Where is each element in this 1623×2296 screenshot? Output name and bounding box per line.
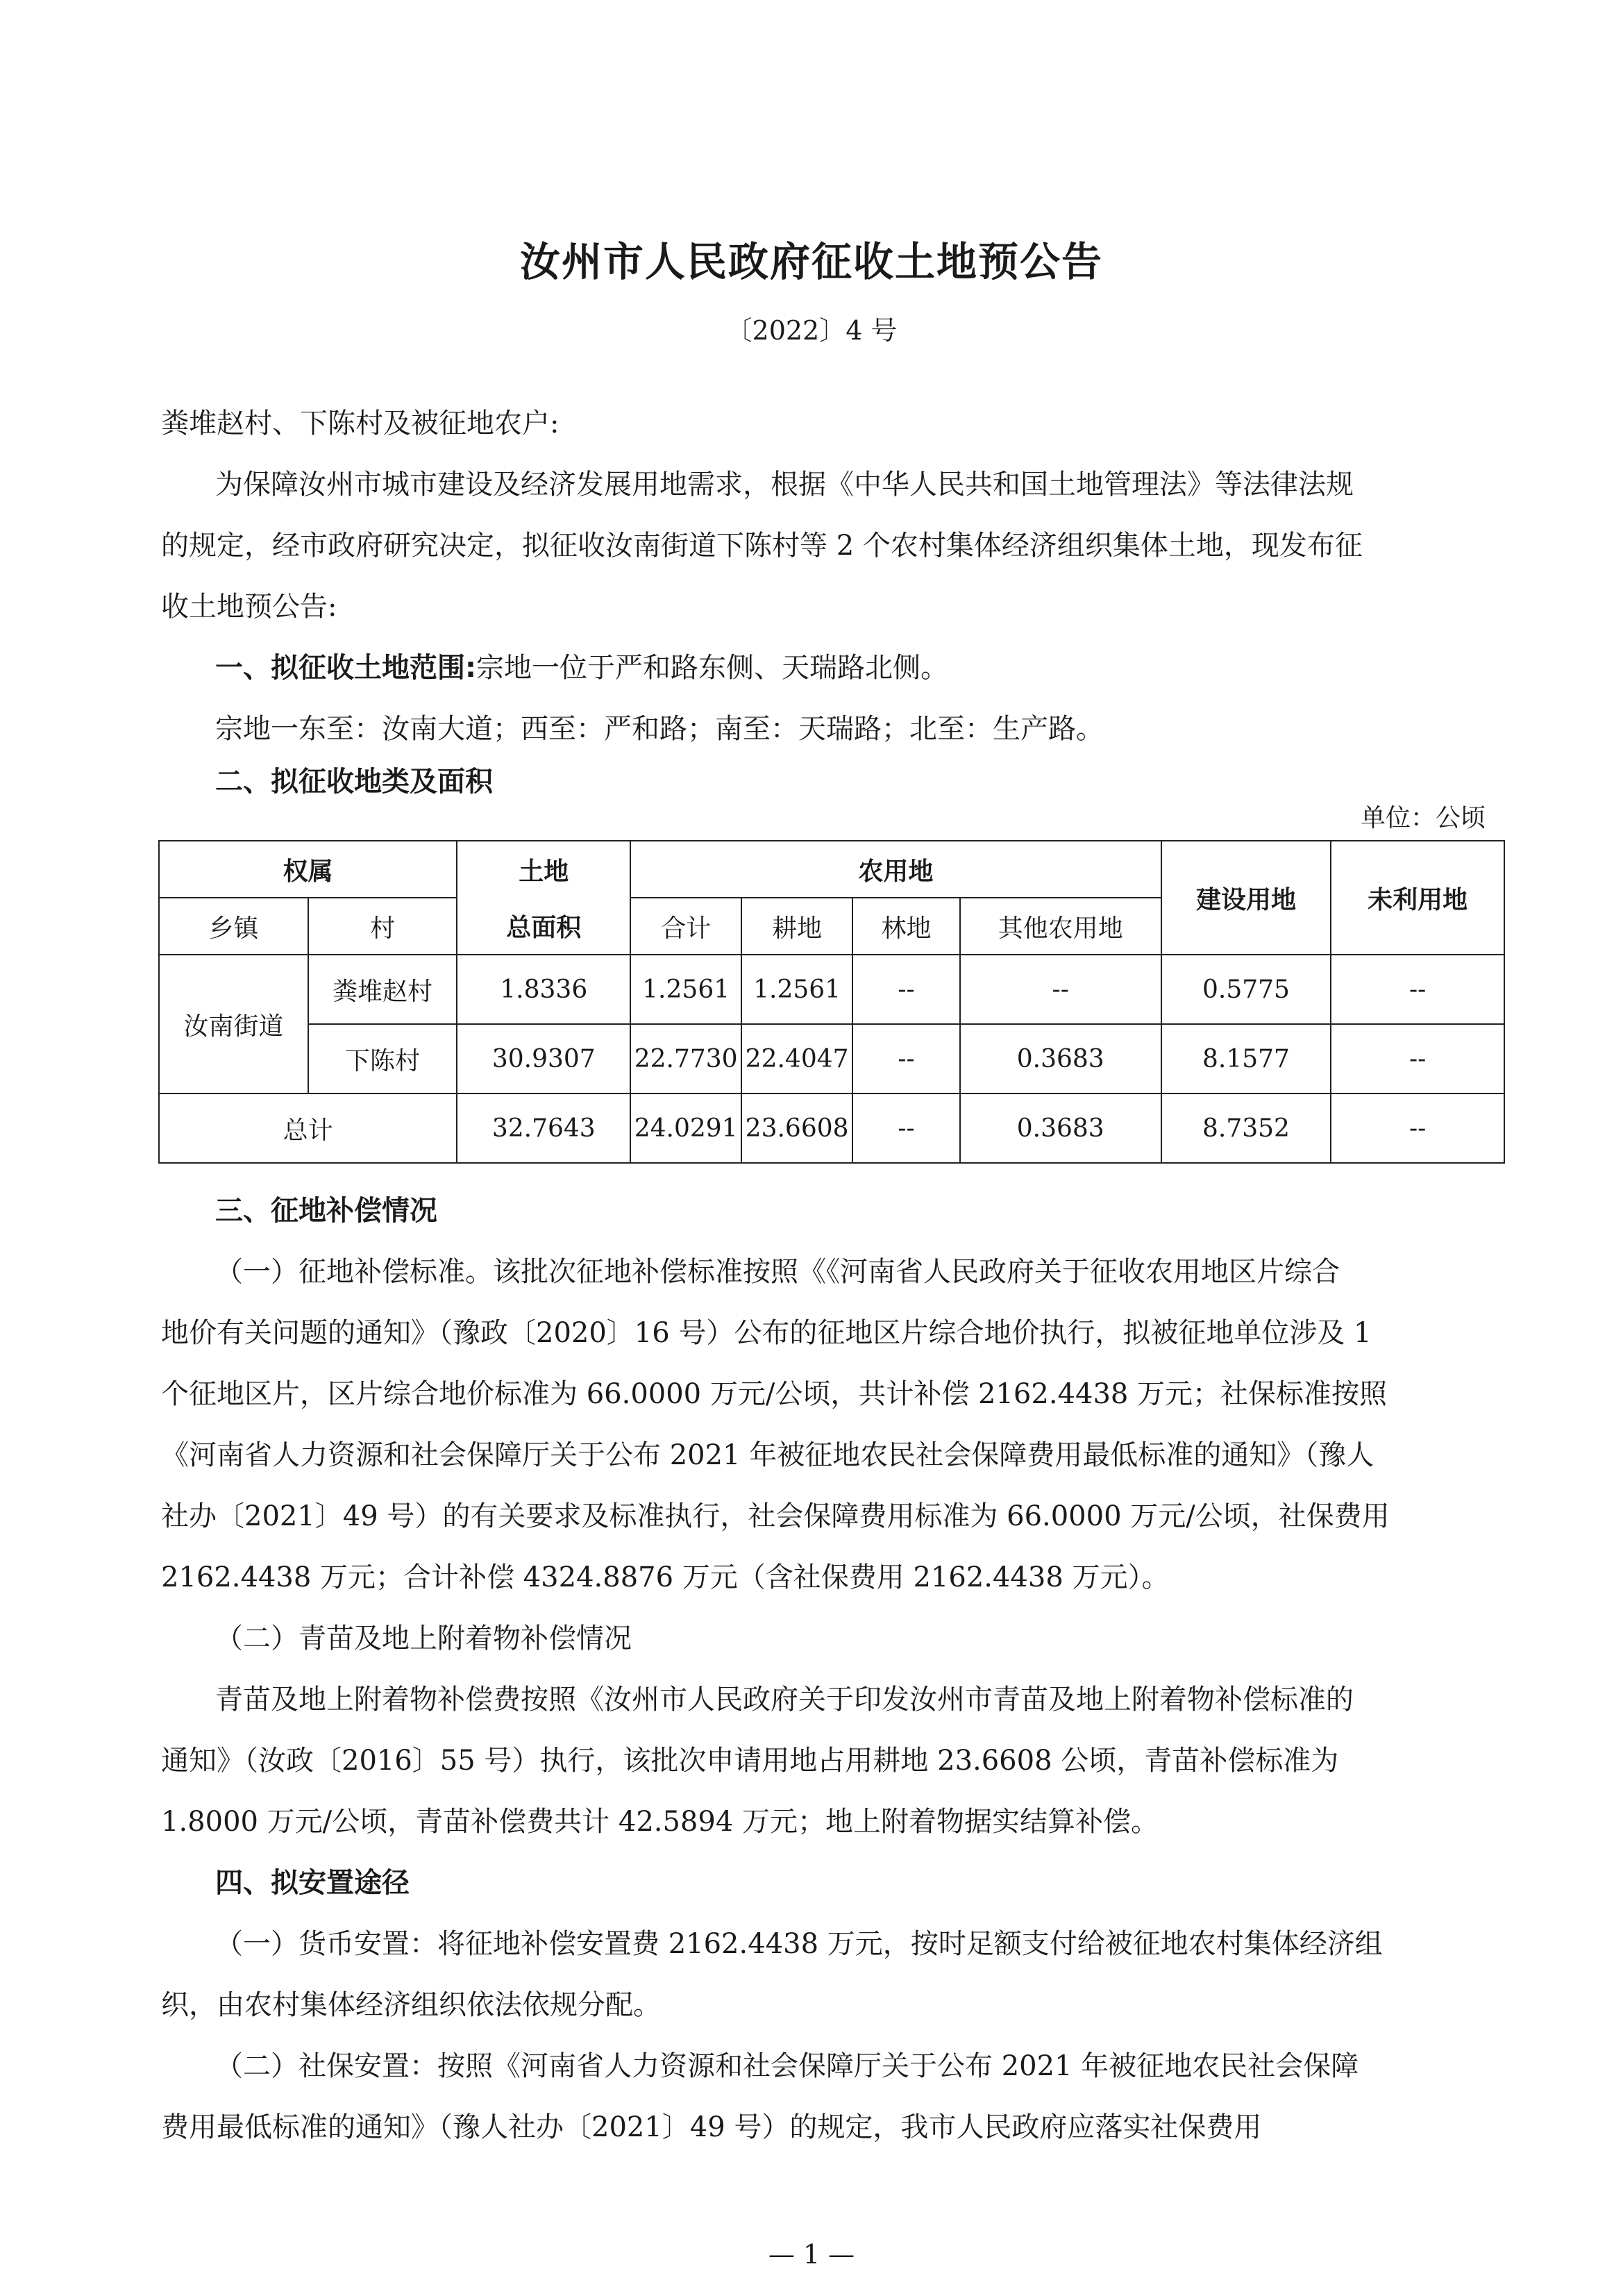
cell-forest: -- — [852, 1093, 960, 1163]
cell-forest: -- — [852, 1024, 960, 1093]
cell-agri-sum: 1.2561 — [630, 955, 741, 1024]
header-total-top: 土地 — [457, 841, 630, 898]
section3-paragraph-line: 青苗及地上附着物补偿费按照《汝州市人民政府关于印发汝州市青苗及地上附着物补偿标准的 — [215, 1684, 1354, 1716]
cell-other-agri: 0.3683 — [960, 1024, 1161, 1093]
section3-heading: 三、征地补偿情况 — [215, 1195, 437, 1227]
document-title: 汝州市人民政府征收土地预公告 — [519, 238, 1103, 285]
cell-agri-sum: 24.0291 — [630, 1093, 741, 1163]
cell-farm: 22.4047 — [741, 1024, 852, 1093]
cell-town: 汝南街道 — [159, 955, 308, 1093]
page-number: — 1 — — [768, 2239, 855, 2270]
cell-forest: -- — [852, 955, 960, 1024]
cell-total: 30.9307 — [457, 1024, 630, 1093]
intro-line: 为保障汝州市城市建设及经济发展用地需求，根据《中华人民共和国土地管理法》等法律法规 — [215, 469, 1354, 501]
cell-construction: 0.5775 — [1161, 955, 1331, 1024]
table-row — [159, 955, 1504, 1024]
document-number: 〔2022〕4 号 — [725, 315, 898, 346]
header-agri: 农用地 — [630, 841, 1161, 898]
cell-construction: 8.7352 — [1161, 1093, 1331, 1163]
table-total-row — [159, 1093, 1504, 1163]
section4-paragraph-line: 费用最低标准的通知》（豫人社办〔2021〕49 号）的规定，我市人民政府应落实社保费用 — [161, 2111, 1262, 2143]
cell-total: 1.8336 — [457, 955, 630, 1024]
section3-paragraph-line: 《河南省人力资源和社会保障厅关于公布 2021 年被征地农民社会保障费用最低标准的通知》（豫人 — [161, 1439, 1374, 1471]
section3-paragraph-line: 1.8000 万元/公顷，青苗补偿费共计 42.5894 万元；地上附着物据实结算补偿。 — [161, 1806, 1159, 1838]
section4-paragraph-line: （二）社保安置：按照《河南省人力资源和社会保障厅关于公布 2021 年被征地农民社会保障 — [215, 2050, 1359, 2082]
header-other-agri: 其他农用地 — [960, 898, 1161, 955]
section4-heading: 四、拟安置途径 — [215, 1867, 410, 1899]
intro-line: 的规定，经市政府研究决定，拟征收汝南街道下陈村等 2 个农村集体经济组织集体土地，现发布征 — [161, 530, 1363, 562]
cell-other-agri: 0.3683 — [960, 1093, 1161, 1163]
header-forest: 林地 — [852, 898, 960, 955]
header-town: 乡镇 — [159, 898, 308, 955]
cell-other-agri: -- — [960, 955, 1161, 1024]
cell-agri-sum: 22.7730 — [630, 1024, 741, 1093]
intro-line: 收土地预公告: — [161, 591, 337, 623]
cell-farm: 23.6608 — [741, 1093, 852, 1163]
header-unused: 未利用地 — [1331, 841, 1504, 955]
section3-paragraph-line: 地价有关问题的通知》（豫政〔2020〕16 号）公布的征地区片综合地价执行，拟被征地单位涉及 1 — [161, 1317, 1372, 1349]
table-row — [159, 1024, 1504, 1093]
cell-construction: 8.1577 — [1161, 1024, 1331, 1093]
cell-total-label: 总计 — [159, 1093, 457, 1163]
land-area-table — [158, 840, 1505, 1164]
header-construction: 建设用地 — [1161, 841, 1331, 955]
cell-village: 粪堆赵村 — [308, 955, 457, 1024]
header-total-bottom: 总面积 — [457, 898, 630, 955]
header-village: 村 — [308, 898, 457, 955]
section4-paragraph-line: 织，由农村集体经济组织依法依规分配。 — [161, 1989, 661, 2021]
section1-text: 宗地一位于严和路东侧、天瑞路北侧。 — [476, 652, 948, 684]
cell-village: 下陈村 — [308, 1024, 457, 1093]
cell-unused: -- — [1331, 1093, 1504, 1163]
section3-paragraph-line: 社办〔2021〕49 号）的有关要求及标准执行，社会保障费用标准为 66.0000 万元/公顷，社保费用 — [161, 1500, 1390, 1532]
section2-heading: 二、拟征收地类及面积 — [215, 766, 493, 798]
table-header-row — [159, 841, 1504, 898]
section3-paragraph-line: （一）征地补偿标准。该批次征地补偿标准按照《《河南省人民政府关于征收农用地区片综合 — [215, 1256, 1340, 1288]
cell-unused: -- — [1331, 1024, 1504, 1093]
section1-boundaries: 宗地一东至：汝南大道；西至：严和路；南至：天瑞路；北至：生产路。 — [215, 713, 1104, 745]
cell-total: 32.7643 — [457, 1093, 630, 1163]
salutation: 粪堆赵村、下陈村及被征地农户: — [161, 408, 560, 439]
section1-heading: 一、拟征收土地范围: — [215, 652, 476, 684]
cell-farm: 1.2561 — [741, 955, 852, 1024]
section3-paragraph-line: 个征地区片，区片综合地价标准为 66.0000 万元/公顷，共计补偿 2162.4438 万元；社保标准按照 — [161, 1378, 1388, 1410]
section3-paragraph-line: 2162.4438 万元；合计补偿 4324.8876 万元（含社保费用 2162.4438 万元）。 — [161, 1561, 1170, 1593]
header-ownership: 权属 — [159, 841, 457, 898]
section4-paragraph-line: （一）货币安置：将征地补偿安置费 2162.4438 万元，按时足额支付给被征地农村集体经济组 — [215, 1928, 1383, 1960]
section3-paragraph-line: 通知》（汝政〔2016〕55 号）执行，该批次申请用地占用耕地 23.6608 公顷，青苗补偿标准为 — [161, 1745, 1339, 1777]
table-unit: 单位：公顷 — [1361, 804, 1486, 832]
header-agri-sum: 合计 — [630, 898, 741, 955]
section3-subheading: （二）青苗及地上附着物补偿情况 — [215, 1623, 632, 1654]
header-farm: 耕地 — [741, 898, 852, 955]
section1-line — [215, 637, 1555, 698]
cell-unused: -- — [1331, 955, 1504, 1024]
